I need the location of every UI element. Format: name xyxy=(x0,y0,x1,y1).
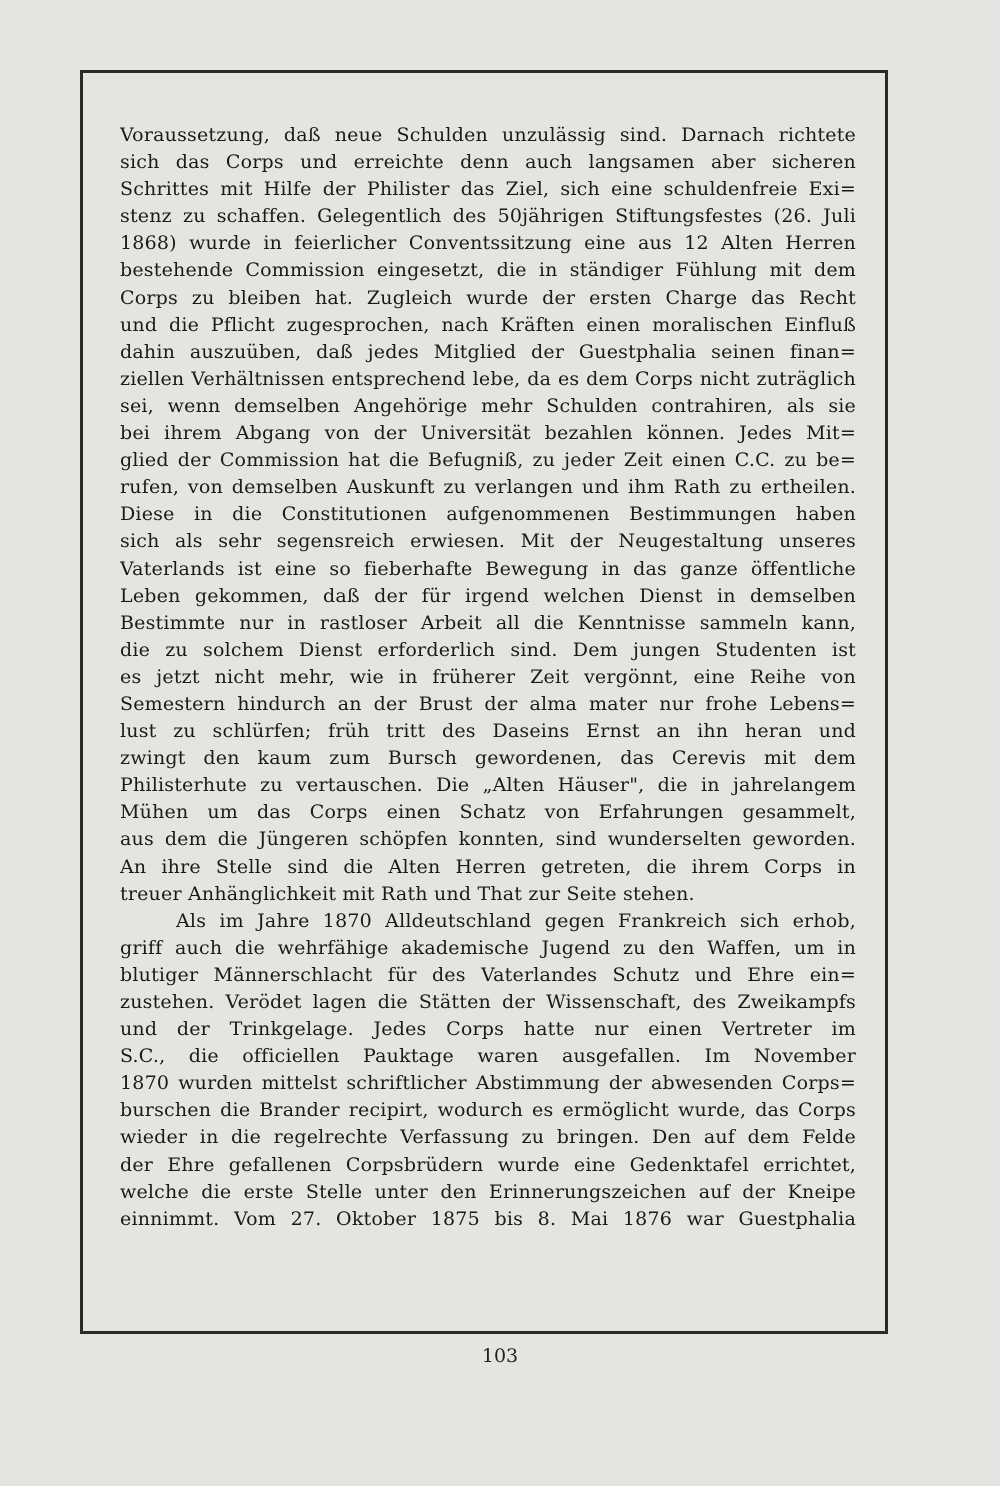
text-line: Mühen um das Corps einen Schatz von Erfahrungen gesammelt, xyxy=(120,801,856,824)
text-line: und die Pflicht zugesprochen, nach Kräften einen moralischen Einfluß xyxy=(120,313,856,336)
text-line: S.C., die officiellen Pauktage waren ausgefallen. Im November xyxy=(120,1045,856,1068)
text-line: einnimmt. Vom 27. Oktober 1875 bis 8. Mai 1876 war Guestphalia xyxy=(120,1207,856,1230)
text-line: dahin auszuüben, daß jedes Mitglied der Guestphalia seinen finan= xyxy=(120,340,856,363)
page-number: 103 xyxy=(481,1345,519,1367)
text-line: bestehende Commission eingesetzt, die in ständiger Fühlung mit dem xyxy=(120,259,856,282)
text-line: Leben gekommen, daß der für irgend welchen Dienst in demselben xyxy=(120,584,856,607)
text-line: Corps zu bleiben hat. Zugleich wurde der ersten Charge das Recht xyxy=(120,286,856,309)
text-line: und der Trinkgelage. Jedes Corps hatte nur einen Vertreter im xyxy=(120,1018,856,1041)
body-text xyxy=(120,122,856,1233)
text-line: aus dem die Jüngeren schöpfen konnten, sind wunderselten geworden. xyxy=(120,828,856,851)
text-line: sich das Corps und erreichte denn auch langsamen aber sicheren xyxy=(120,151,856,174)
text-line: sich als sehr segensreich erwiesen. Mit der Neugestaltung unseres xyxy=(120,530,856,553)
text-line: rufen, von demselben Auskunft zu verlangen und ihm Rath zu ertheilen. xyxy=(120,476,856,499)
text-line: treuer Anhänglichkeit mit Rath und That zur Seite stehen. xyxy=(120,882,695,905)
text-line: zustehen. Verödet lagen die Stätten der Wissenschaft, des Zweikampfs xyxy=(120,991,856,1013)
text-line: 1870 wurden mittelst schriftlicher Abstimmung der abwesenden Corps= xyxy=(120,1072,856,1095)
text-line: burschen die Brander recipirt, wodurch es ermöglicht wurde, das Corps xyxy=(120,1099,856,1122)
text-line: sei, wenn demselben Angehörige mehr Schulden contrahiren, als sie xyxy=(120,394,856,417)
text-line: Philisterhute zu vertauschen. Die „Alten Häuser", die in jahrelangem xyxy=(120,774,856,797)
text-line: blutiger Männerschlacht für des Vaterlandes Schutz und Ehre ein= xyxy=(120,963,856,986)
text-line: Schrittes mit Hilfe der Philister das Ziel, sich eine schuldenfreie Exi= xyxy=(120,178,856,201)
text-line: welche die erste Stelle unter den Erinnerungszeichen auf der Kneipe xyxy=(120,1180,856,1203)
text-line: Voraussetzung, daß neue Schulden unzulässig sind. Darnach richtete xyxy=(120,124,856,146)
text-line: lust zu schlürfen; früh tritt des Daseins Ernst an ihn heran und xyxy=(120,720,856,743)
text-line: Semestern hindurch an der Brust der alma mater nur frohe Lebens= xyxy=(120,692,856,715)
text-line: ziellen Verhältnissen entsprechend lebe, da es dem Corps nicht zuträglich xyxy=(120,367,856,390)
text-line: An ihre Stelle sind die Alten Herren getreten, die ihrem Corps in xyxy=(120,855,856,878)
text-line: 1868) wurde in feierlicher Conventssitzung eine aus 12 Alten Herren xyxy=(120,232,856,255)
text-line: glied der Commission hat die Befugniß, zu jeder Zeit einen C.C. zu be= xyxy=(120,449,856,472)
text-line: es jetzt nicht mehr, wie in früherer Zeit vergönnt, eine Reihe von xyxy=(120,665,856,688)
text-line: wieder in die regelrechte Verfassung zu bringen. Den auf dem Felde xyxy=(120,1126,856,1149)
text-line: die zu solchem Dienst erforderlich sind. Dem jungen Studenten ist xyxy=(120,638,856,661)
text-line: Diese in die Constitutionen aufgenommenen Bestimmungen haben xyxy=(120,503,856,526)
text-line: griff auch die wehrfähige akademische Jugend zu den Waffen, um in xyxy=(120,936,856,959)
text-line: zwingt den kaum zum Bursch gewordenen, das Cerevis mit dem xyxy=(120,747,856,770)
text-line: Als im Jahre 1870 Alldeutschland gegen Frankreich sich erhob, xyxy=(176,909,856,932)
text-line: Vaterlands ist eine so fieberhafte Bewegung in das ganze öffentliche xyxy=(120,557,856,580)
text-line: bei ihrem Abgang von der Universität bezahlen können. Jedes Mit= xyxy=(120,422,856,445)
text-line: Bestimmte nur in rastloser Arbeit all die Kenntnisse sammeln kann, xyxy=(120,611,856,634)
text-line: stenz zu schaffen. Gelegentlich des 50jährigen Stiftungsfestes (26. Juli xyxy=(120,205,856,228)
text-line: der Ehre gefallenen Corpsbrüdern wurde eine Gedenktafel errichtet, xyxy=(120,1153,856,1176)
